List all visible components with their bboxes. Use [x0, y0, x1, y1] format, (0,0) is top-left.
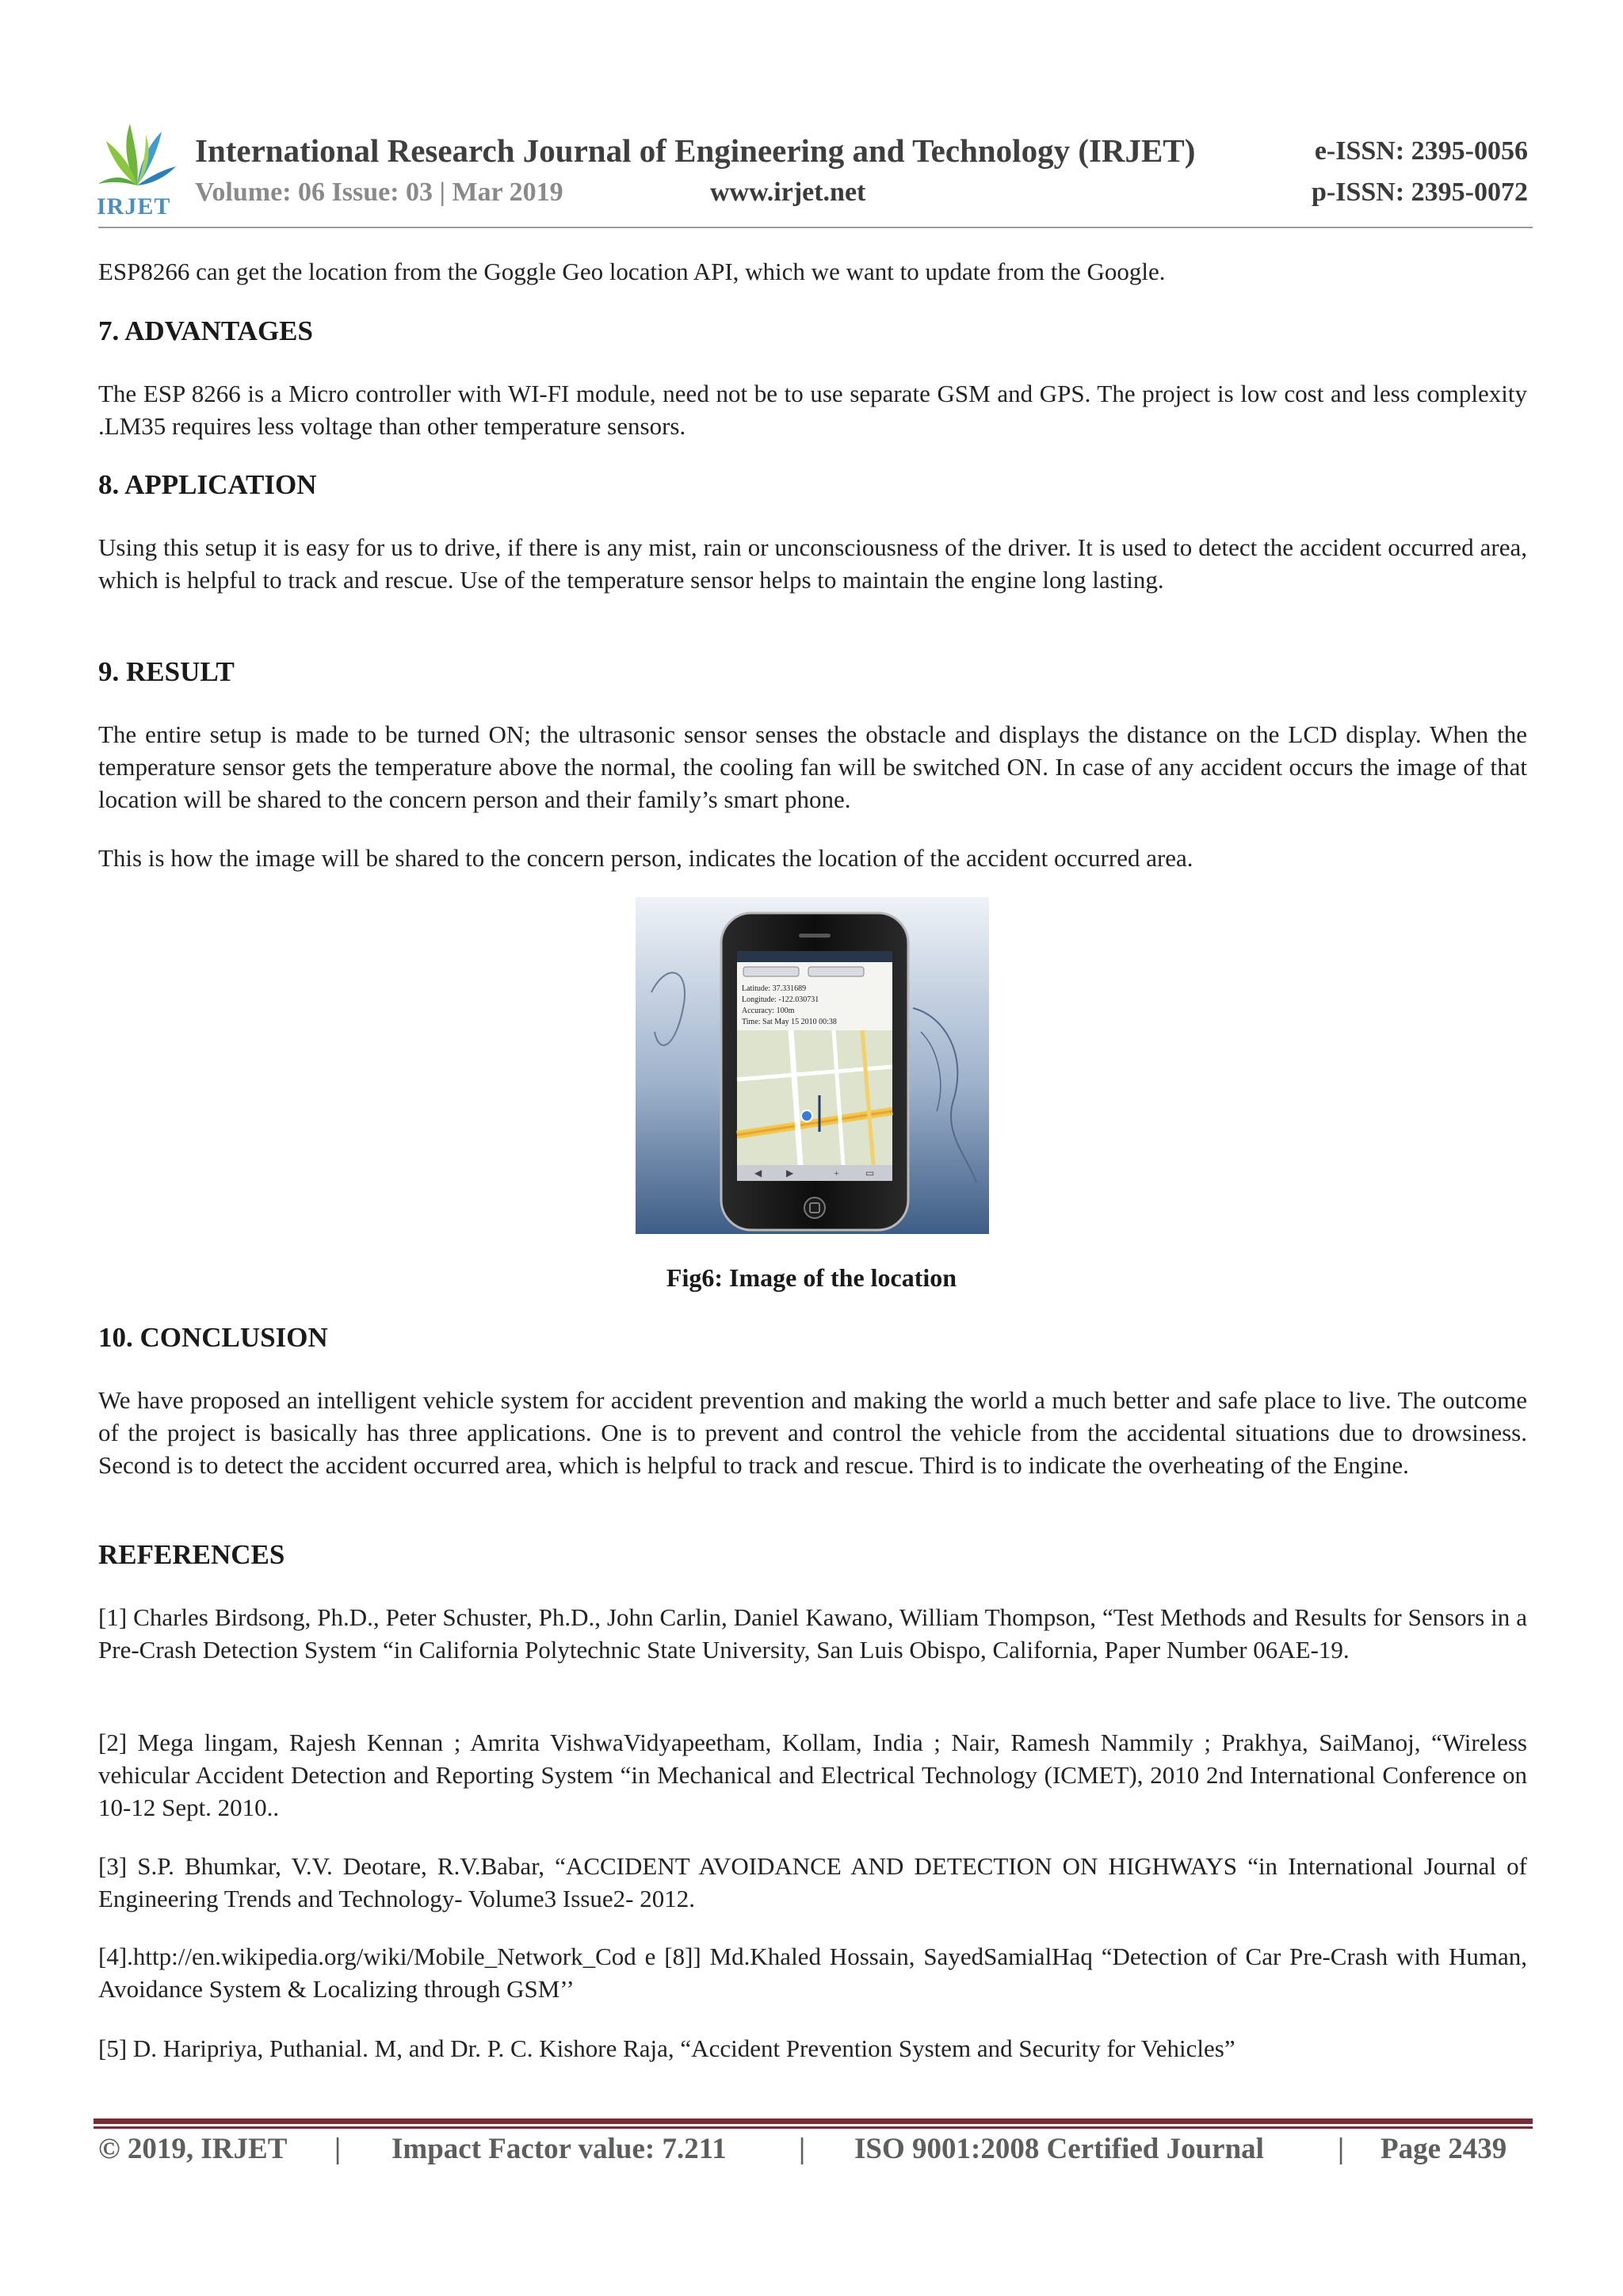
footer-impact-factor: Impact Factor value: 7.211	[391, 2133, 727, 2165]
header-divider	[98, 227, 1533, 228]
location-figure	[636, 897, 989, 1234]
footer-separator: |	[334, 2133, 342, 2165]
conclusion-paragraph: We have proposed an intelligent vehicle system for accident prevention and making the world a much better and safe place to live. The outcome of the project is basically has three applications. One is to prevent and control the vehicle from the accidental situations due to drowsiness. Second is to detect the accident occurred area, which is helpful to track and rescue. Third is to indicate the overheating of the Engine.	[98, 1386, 1527, 1479]
screen-longitude: Longitude: -122.030731	[742, 995, 819, 1004]
svg-text:▶: ▶	[786, 1167, 794, 1179]
screen-latitude: Latitude: 37.331689	[742, 984, 807, 993]
reference-item[interactable]: [4].http://en.wikipedia.org/wiki/Mobile_Network_Cod e [8]] Md.Khaled Hossain, SayedSamialHaq “Detection of Car Pre-Crash with Human, Avoidance System & Localizing through GSM’’	[98, 1943, 1527, 2003]
footer-page-number: Page 2439	[1381, 2133, 1507, 2165]
advantages-heading: 7. ADVANTAGES	[98, 315, 313, 346]
reference-item: [5] D. Haripriya, Puthanial. M, and Dr. P. C. Kishore Raja, “Accident Prevention System and Security for Vehicles”	[98, 2034, 1235, 2062]
footer-copyright: © 2019, IRJET	[98, 2133, 288, 2165]
reference-item: [3] S.P. Bhumkar, V.V. Deotare, R.V.Babar, “ACCIDENT AVOIDANCE AND DETECTION ON HIGHWAYS “in International Journal of Engineering Trends and Technology- Volume3 Issue2- 2012.	[98, 1852, 1527, 1912]
figure-caption: Fig6: Image of the location	[666, 1263, 957, 1292]
screen-time: Time: Sat May 15 2010 00:38	[742, 1018, 837, 1026]
result-paragraph-2: This is how the image will be shared to the concern person, indicates the location of the accident occurred area.	[98, 844, 1193, 872]
journal-title: International Research Journal of Engineering and Technology (IRJET)	[195, 132, 1196, 169]
svg-text:◀: ◀	[754, 1167, 762, 1179]
reference-item: [1] Charles Birdsong, Ph.D., Peter Schuster, Ph.D., John Carlin, Daniel Kawano, William Thompson, “Test Methods and Results for Sensors in a Pre-Crash Detection System “in California Polytechnic State University, San Luis Obispo, California, Paper Number 06AE-19.	[98, 1603, 1527, 1664]
result-paragraph: The entire setup is made to be turned ON; the ultrasonic sensor senses the obstacle and displays the distance on the LCD display. When the temperature sensor gets the temperature above the normal, the cooling fan will be switched ON. In case of any accident occurs the image of that location will be shared to the concern person and their family’s smart phone.	[98, 720, 1527, 813]
e-issn: e-ISSN: 2395-0056	[1314, 136, 1528, 166]
application-paragraph: Using this setup it is easy for us to drive, if there is any mist, rain or unconsciousness of the driver. It is used to detect the accident occurred area, which is helpful to track and rescue. Use of the temperature sensor helps to maintain the engine long lasting.	[98, 533, 1527, 594]
advantages-paragraph: The ESP 8266 is a Micro controller with WI-FI module, need not be to use separate GSM and GPS. The project is low cost and less complexity .LM35 requires less voltage than other temperature sensors.	[98, 380, 1527, 440]
result-heading: 9. RESULT	[98, 656, 235, 687]
conclusion-heading: 10. CONCLUSION	[98, 1322, 328, 1353]
screen-accuracy: Accuracy: 100m	[742, 1007, 795, 1015]
footer-separator: |	[1338, 2133, 1345, 2165]
footer-iso: ISO 9001:2008 Certified Journal	[854, 2133, 1264, 2165]
footer-separator: |	[799, 2133, 806, 2165]
svg-text:▭: ▭	[865, 1167, 875, 1179]
svg-text:+: +	[834, 1167, 839, 1179]
website-link[interactable]: www.irjet.net	[710, 178, 866, 207]
irjet-logo	[94, 117, 181, 219]
footer-divider	[94, 2118, 1533, 2124]
volume-issue: Volume: 06 Issue: 03 | Mar 2019	[195, 178, 563, 207]
footer-divider-thin	[94, 2126, 1533, 2129]
application-heading: 8. APPLICATION	[98, 469, 317, 500]
references-heading: REFERENCES	[98, 1539, 285, 1570]
reference-item: [2] Mega lingam, Rajesh Kennan ; Amrita VishwaVidyapeetham, Kollam, India ; Nair, Ramesh Nammily ; Prakhya, SaiManoj, “Wireless vehicular Accident Detection and Reporting System “in Mechanical and Electrical Technology (ICMET), 2010 2nd International Conference on 10-12 Sept. 2010..	[98, 1729, 1527, 1821]
p-issn: p-ISSN: 2395-0072	[1312, 178, 1528, 207]
intro-paragraph: ESP8266 can get the location from the Goggle Geo location API, which we want to update from the Google.	[98, 258, 1166, 285]
logo-text: IRJET	[97, 193, 171, 220]
